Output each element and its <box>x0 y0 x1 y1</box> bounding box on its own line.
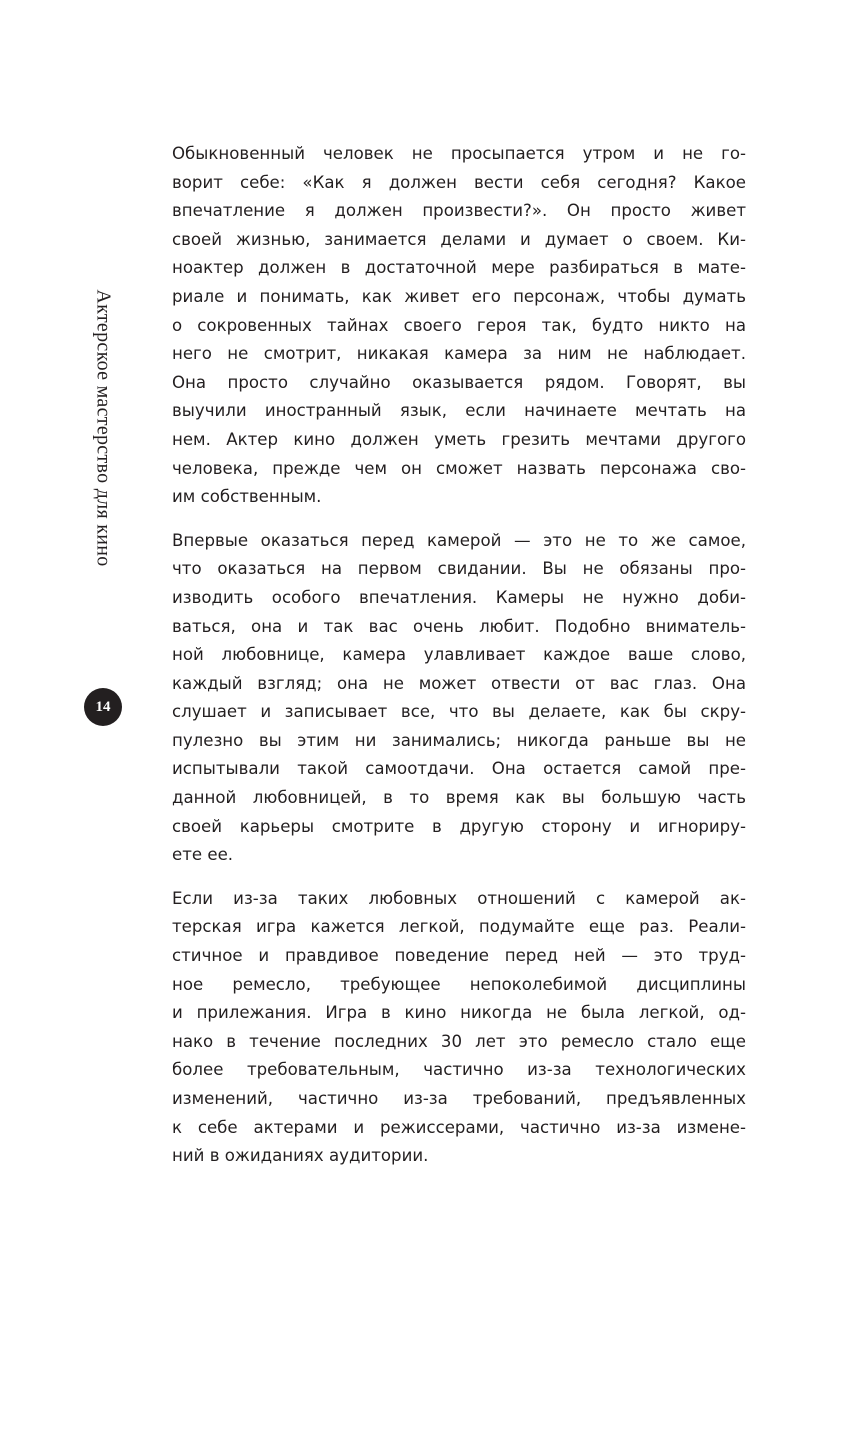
text-line: ний в ожиданиях аудитории. <box>172 1146 429 1166</box>
text-line: данной любовницей, в то время как вы большую часть <box>172 788 746 808</box>
text-line: слушает и записывает все, что вы делаете, как бы скру- <box>172 702 746 722</box>
paragraph <box>172 527 746 870</box>
text-line: выучили иностранный язык, если начинаете мечтать на <box>172 401 746 421</box>
text-line: о сокровенных тайнах своего героя так, будто никто на <box>172 315 746 335</box>
text-line: ваться, она и так вас очень любит. Подобно вниматель- <box>172 616 746 636</box>
text-line: нако в течение последних 30 лет это ремесло стало еще <box>172 1031 746 1051</box>
text-line: что оказаться на первом свидании. Вы не обязаны про- <box>172 559 746 579</box>
text-line: него не смотрит, никакая камера за ним не наблюдает. <box>172 344 746 364</box>
running-book-title: Актерское мастерство для кино <box>92 289 115 567</box>
text-line: ной любовнице, камера улавливает каждое ваше слово, <box>172 645 746 665</box>
text-line: испытывали такой самоотдачи. Она остается самой пре- <box>172 759 746 779</box>
text-line: Она просто случайно оказывается рядом. Говорят, вы <box>172 372 746 392</box>
text-line: ноактер должен в достаточной мере разбираться в мате- <box>172 258 746 278</box>
text-line: впечатление я должен произвести?». Он просто живет <box>172 201 746 221</box>
text-line: и прилежания. Игра в кино никогда не была легкой, од- <box>172 1003 746 1023</box>
text-line: изводить особого впечатления. Камеры не нужно доби- <box>172 587 746 607</box>
text-line: человека, прежде чем он сможет назвать персонажа сво- <box>172 458 746 478</box>
text-line: более требовательным, частично из-за технологических <box>172 1060 746 1080</box>
text-line: своей жизнью, занимается делами и думает о своем. Ки- <box>172 229 746 249</box>
text-line: ворит себе: «Как я должен вести себя сегодня? Какое <box>172 172 746 192</box>
paragraph <box>172 140 746 512</box>
body-text <box>172 140 746 1186</box>
text-line: Обыкновенный человек не просыпается утром и не го- <box>172 144 746 163</box>
text-line: пулезно вы этим ни занимались; никогда раньше вы не <box>172 730 746 750</box>
text-line: им собственным. <box>172 487 322 507</box>
text-line: Если из-за таких любовных отношений с камерой ак- <box>172 888 746 908</box>
text-line: каждый взгляд; она не может отвести от вас глаз. Она <box>172 673 746 693</box>
text-line: риале и понимать, как живет его персонаж, чтобы думать <box>172 286 746 306</box>
page-number-badge: 14 <box>84 688 122 726</box>
text-line: к себе актерами и режиссерами, частично из-за измене- <box>172 1117 746 1137</box>
text-line: Впервые оказаться перед камерой — это не то же самое, <box>172 530 746 550</box>
text-line: ное ремесло, требующее непоколебимой дисциплины <box>172 974 746 994</box>
text-line: изменений, частично из-за требований, предъявленных <box>172 1089 746 1108</box>
text-line: ете ее. <box>172 845 234 865</box>
text-line: нем. Актер кино должен уметь грезить мечтами другого <box>172 429 746 449</box>
text-line: своей карьеры смотрите в другую сторону и игнориру- <box>172 816 746 836</box>
text-line: стичное и правдивое поведение перед ней — это труд- <box>172 946 746 966</box>
text-line: терская игра кажется легкой, подумайте еще раз. Реали- <box>172 917 746 937</box>
paragraph <box>172 885 746 1171</box>
